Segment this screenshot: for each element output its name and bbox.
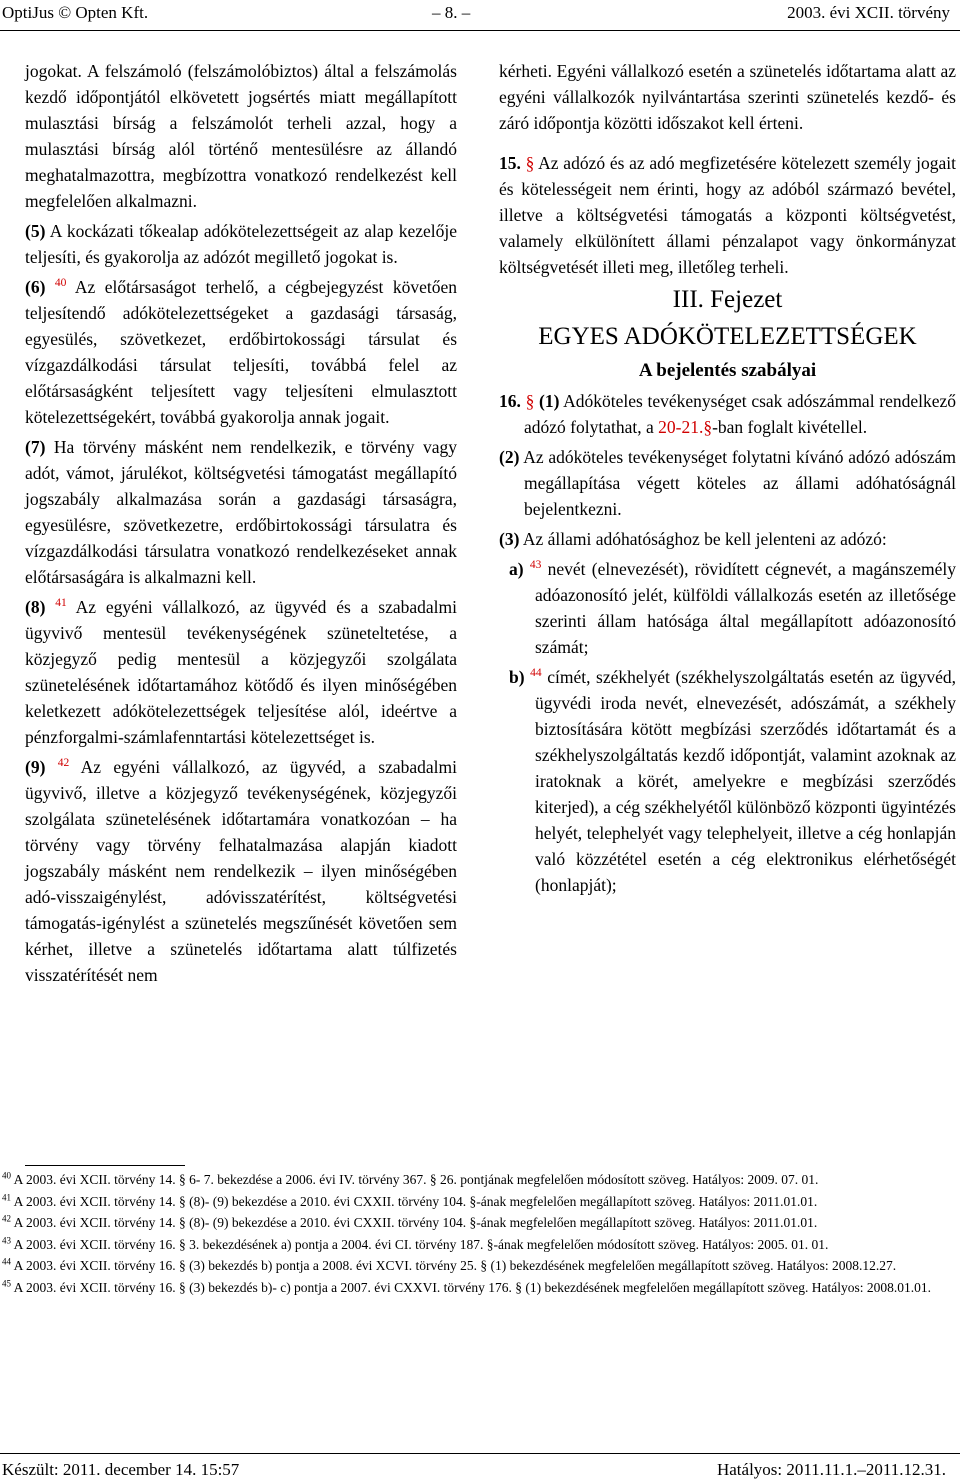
chapter-number: III. Fejezet [672, 286, 783, 313]
section-symbol[interactable]: § [525, 153, 535, 173]
paragraph-number: (9) [25, 757, 46, 777]
footnote-ref-43[interactable]: 43 [529, 559, 542, 572]
footer-created: Készült: 2011. december 14. 15:57 [2, 1460, 240, 1479]
item-label: b) [509, 667, 525, 687]
paragraph-9 [25, 754, 457, 988]
paragraph-8 [25, 594, 457, 750]
section-16 [499, 388, 956, 440]
continued-paragraph: kérheti. Egyéni vállalkozó esetén a szünetelés időtartama alatt az egyéni vállalkozók nyilvántartása szerinti szünetelés kezdő- és záró időpontja közötti időszakot kell érteni. [499, 61, 956, 133]
paragraph-text: Az előtársaságot terhelő, a cégbejegyzést követően teljesítendő adókötelezettségeket a gazdasági társaság, egyesülés, szövetkezet, erdőbirtokossági társulat és vízgazdálkodási társulat teljesíti, továbbá felel az előtársaságként teljesített vagy teljesíteni elmulasztott kötelezettségekért, továbbá gyakorolja annak jogait. [25, 277, 457, 427]
footnote-number: 43 [2, 1235, 11, 1245]
footnote-divider [25, 1165, 185, 1166]
footnote-number: 44 [2, 1256, 11, 1267]
left-column [25, 58, 457, 992]
chapter-title: EGYES ADÓKÖTELEZETTSÉGEK [538, 323, 917, 350]
footnote-40 [2, 1169, 956, 1191]
footnote-42 [2, 1212, 956, 1234]
page-header [0, 3, 960, 29]
item-text: címét, székhelyét (székhelyszolgáltatás esetén az ügyvéd, ügyvédi iroda nevét, elnevezését, adószámát, a székhely biztosítására kötött megbízási szerződés időtartamát és a székhelyszolgáltatás kezdő időpontját, valamint azoknak az iratoknak a körét, amelyekre e megbízási szerződés kiterjed), a cég székhelyétől különböző központi ügyintézés helyét, telephelyét vagy telephelyeit, illetve a cég honlapján való közzététel esetén a cég elektronikus elérhetőségét (honlapját); [535, 667, 957, 895]
paragraph-number: (8) [25, 597, 46, 617]
section-text-end: -ban foglalt kivétellel. [712, 417, 868, 437]
header-page-number: – 8. – [432, 3, 471, 22]
paragraph-text: Ha törvény másként nem rendelkezik, e törvény vagy adót, vámot, járulékot, költségvetési támogatást megállapító jogszabály alkalmazása során a gazdasági társaságra, egyesülésre, szövetkezetre, erdőbirtokossági társulatra és vízgazdálkodási társulatra vonatkozó rendelkezéseket annak előtársaságára is alkalmazni kell. [25, 437, 457, 587]
footnote-ref-44[interactable]: 44 [530, 667, 542, 680]
list-item-b [499, 664, 956, 898]
footnote-number: 42 [2, 1213, 11, 1224]
section-15 [499, 150, 956, 280]
footer-effective: Hatályos: 2011.11.1.–2011.12.31. [716, 1460, 946, 1479]
header-publisher: OptiJus © Opten Kft. [2, 3, 149, 22]
subsection-3 [499, 526, 956, 552]
item-label: a) [509, 559, 524, 579]
paragraph-number: (6) [25, 277, 46, 297]
paragraph-text: Az egyéni vállalkozó, az ügyvéd, a szabadalmi ügyvivő, illetve a közjegyző tevékenységének, közjegyzői szolgálata szünetelésének időtartamára vonatkozóan – ha törvény vagy törvény felhatalmazása alapján kiadott jogszabály másként nem rendelkezik – ilyen minőségében adó-visszaigénylést, adóvisszatérítést, költségvetési támogatás-igénylést a szünetelés megszűnését követően sem kérhet, illetve a szünetelés időtartama alatt túlfizetés visszatérítését nem [25, 757, 457, 985]
paragraph-7 [25, 434, 457, 590]
footnote-44 [2, 1255, 956, 1277]
section-heading: A bejelentés szabályai [638, 360, 817, 381]
footer-divider [0, 1453, 960, 1454]
item-list [499, 556, 956, 898]
footnote-number: 41 [2, 1192, 11, 1202]
footnote-text: A 2003. évi XCII. törvény 14. § (8)- (9) bekezdése a 2010. évi CXXII. törvény 104. §-ának megfelelően megállapított szöveg. Hatályos: 2011.01.01. [13, 1215, 818, 1230]
header-law-title: 2003. évi XCII. törvény [787, 3, 950, 22]
footnote-ref-41[interactable]: 41 [55, 597, 67, 610]
footnote-41 [2, 1191, 956, 1213]
list-item-a [499, 556, 956, 660]
footnote-text: A 2003. évi XCII. törvény 14. § (8)- (9) bekezdése a 2010. évi CXXII. törvény 104. §-ának megfelelően megállapított szöveg. Hatályos: 2011.01.01. [13, 1193, 818, 1209]
subsection-number: (3) [499, 529, 520, 549]
footnote-ref-42[interactable]: 42 [57, 757, 70, 770]
item-text: nevét (elnevezését), rövidített cégnevét, a magánszemély adóazonosító jelét, külföldi vállalkozás esetén az illetősége szerinti állam hatósága által megállapított adóazonosító számát; [535, 559, 957, 657]
header-divider [0, 30, 960, 31]
section-symbol[interactable]: § [525, 391, 535, 411]
subsection-number: (2) [499, 447, 520, 467]
footnote-45 [2, 1277, 956, 1299]
footnote-43 [2, 1234, 956, 1256]
paragraph-5 [25, 218, 457, 270]
section-text: Adóköteles tevékenységet csak adószámmal rendelkező adózó folytathat, a [524, 391, 956, 437]
section-number: 16. [499, 391, 521, 411]
footnote-text: A 2003. évi XCII. törvény 14. § 6- 7. bekezdése a 2006. évi IV. törvény 367. § 26. pontjának megfelelően módosított szöveg. Hatályos: 2009. 07. 01. [13, 1172, 819, 1187]
section-number: 15. [499, 153, 521, 173]
paragraph-number: (5) [25, 221, 46, 241]
subsection-text: Az állami adóhatósághoz be kell jelenteni az adózó: [522, 529, 887, 549]
cross-reference-symbol[interactable]: § [703, 417, 713, 437]
subsection-text: Az adóköteles tevékenységet folytatni kívánó adózó adószám megállapítása végett köteles az állami adóhatóságnál bejelentkezni. [523, 447, 956, 519]
footnote-text: A 2003. évi XCII. törvény 16. § (3) bekezdés b)- c) pontja a 2007. évi CXXVI. törvény 176. § (1) bekezdésének megfelelően megállapított szöveg. Hatályos: 2008.01.01. [13, 1279, 932, 1295]
paragraph-6 [25, 274, 457, 430]
footnote-number: 45 [2, 1278, 11, 1288]
subsection-2 [499, 444, 956, 522]
right-column [499, 58, 956, 902]
intro-paragraph: jogokat. A felszámoló (felszámolóbiztos) által a felszámolás kezdő időpontjától elkövetett jogsértés miatt megállapított mulasztási bírság a felszámolót terheli azzal, hogy a mulasztási bírság alól történő mentesülésre az állandó meghatalmazottra, megbízottra vonatkozó rendelkezést kell megfelelően alkalmazni. [25, 61, 457, 211]
paragraph-number: (7) [25, 437, 46, 457]
footnote-number: 40 [2, 1170, 11, 1181]
subsection-number: (1) [539, 391, 560, 411]
paragraph-text: A kockázati tőkealap adókötelezettségeit az alap kezelője teljesíti, és gyakorolja az adózót megillető jogokat is. [25, 221, 457, 267]
cross-reference-link[interactable]: 20-21. [658, 417, 704, 437]
footnote-text: A 2003. évi XCII. törvény 16. § 3. bekezdésének a) pontja a 2004. évi CI. törvény 187. §-ának megfelelően módosított szöveg. Hatályos: 2005. 01. 01. [13, 1236, 829, 1252]
paragraph-text: Az egyéni vállalkozó, az ügyvéd és a szabadalmi ügyvivő mentesül tevékenységének szüneteltetése, a közjegyző pedig mentesül a közjegyzői szolgálata szünetelésének időtartamához kötődő és ilyen minőségében keletkezett adókötelezettségek teljesítése alól, ideértve a pénzforgalmi-számlafenntartási kötelezettséget is. [25, 597, 458, 747]
footnotes [2, 1169, 956, 1298]
section-text: Az adózó és az adó megfizetésére kötelezett személy jogait és kötelességeit nem érinti, hogy az adóból származó bevétel, illetve a költségvetési támogatás a központi költségvetést, valamely elkülönített állami pénzalapot vagy önkormányzat költségvetését illeti meg, illetőleg terheli. [499, 153, 957, 277]
footnote-text: A 2003. évi XCII. törvény 16. § (3) bekezdés b) pontja a 2008. évi XCVI. törvény 25. § (1) bekezdésének megfelelően megállapított szöveg. Hatályos: 2008.12.27. [13, 1258, 897, 1273]
footnote-ref-40[interactable]: 40 [54, 277, 67, 290]
